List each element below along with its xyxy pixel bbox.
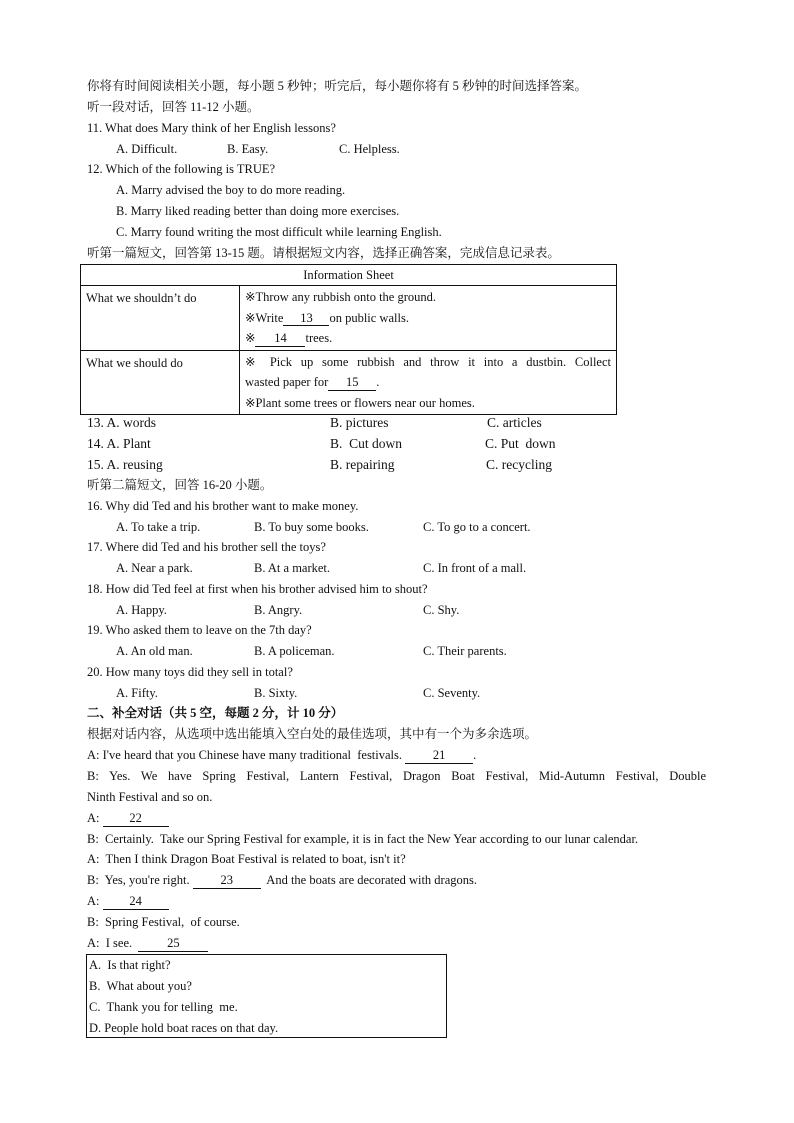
dialogue-line-9: A: I see. 25	[87, 937, 208, 952]
question-20: 20. How many toys did they sell in total?	[87, 665, 293, 679]
q12-option-a: A. Marry advised the boy to do more reading.	[116, 183, 346, 197]
blank-24: 24	[103, 895, 169, 910]
blank-21: 21	[405, 749, 473, 764]
q15-option-c: C. recycling	[486, 457, 552, 472]
information-sheet	[80, 264, 617, 415]
q20-option-a: A. Fifty.	[116, 686, 158, 700]
q19-option-b: B. A policeman.	[254, 644, 335, 658]
listening-instruction: 你将有时间阅读相关小题，每小题 5 秒钟；听完后，每小题你将有 5 秒钟的时间选择答案。	[87, 79, 588, 93]
dialogue-line-2b: Ninth Festival and so on.	[87, 790, 213, 804]
shouldnt-item-2: ※Write 13 on public walls.	[245, 310, 409, 325]
q16-option-a: A. To take a trip.	[116, 520, 201, 534]
info-sheet-title: Information Sheet	[81, 265, 617, 286]
q11-option-c: C. Helpless.	[339, 142, 400, 156]
q18-option-c: C. Shy.	[423, 603, 460, 617]
row-should-content	[240, 350, 617, 415]
q13-option-a: 13. A. words	[87, 415, 157, 430]
dialogue-line-4: B: Certainly. Take our Spring Festival for example, it is in fact the New Year according to our lunar calendar.	[87, 832, 639, 846]
q17-option-c: C. In front of a mall.	[423, 561, 527, 575]
blank-23: 23	[193, 874, 261, 889]
q11-option-a: A. Difficult.	[116, 142, 178, 156]
shouldnt-item-3: ※ 14 trees.	[245, 331, 333, 345]
q17-option-b: B. At a market.	[254, 561, 331, 575]
q19-option-a: A. An old man.	[116, 644, 193, 658]
dialogue-line-2a: B: Yes. We have Spring Festival, Lantern Festival, Dragon Boat Festival, Mid-Autumn Festival, Double	[87, 769, 706, 783]
q20-option-c: C. Seventy.	[423, 686, 481, 700]
dialogue-intro: 听一段对话，回答 11-12 小题。	[87, 100, 260, 114]
row-shouldnt-label: What we shouldn’t do	[81, 286, 240, 351]
choice-d: D. People hold boat races on that day.	[89, 1021, 279, 1035]
row-should-label: What we should do	[81, 350, 240, 415]
q18-option-a: A. Happy.	[116, 603, 167, 617]
shouldnt-item-1: ※Throw any rubbish onto the ground.	[245, 290, 437, 304]
question-11: 11. What does Mary think of her English lessons?	[87, 121, 336, 135]
q16-option-c: C. To go to a concert.	[423, 520, 531, 534]
should-item-1: ※ Pick up some rubbish and throw it into a dustbin. Collect	[245, 354, 611, 369]
q14-option-a: 14. A. Plant	[87, 436, 151, 451]
section2-heading: 二、补全对话（共 5 空，每题 2 分，计 10 分）	[87, 706, 344, 720]
q18-option-b: B. Angry.	[254, 603, 303, 617]
should-item-1-cont: wasted paper for 15 .	[245, 375, 380, 389]
blank-22: 22	[103, 812, 169, 827]
blank-14: 14	[255, 332, 305, 347]
q13-option-c: C. articles	[487, 415, 542, 430]
blank-13: 13	[283, 312, 329, 327]
question-19: 19. Who asked them to leave on the 7th day?	[87, 623, 312, 637]
question-12: 12. Which of the following is TRUE?	[87, 162, 276, 176]
row-shouldnt-content	[240, 286, 617, 351]
passage2-intro: 听第二篇短文，回答 16-20 小题。	[87, 478, 273, 492]
q14-option-b: B. Cut down	[330, 436, 403, 451]
dialogue-line-7: A: 24	[87, 895, 169, 910]
answer-choices-box	[86, 954, 447, 1038]
q12-option-b: B. Marry liked reading better than doing more exercises.	[116, 204, 400, 218]
q17-option-a: A. Near a park.	[116, 561, 193, 575]
section2-instruction: 根据对话内容，从选项中选出能填入空白处的最佳选项，其中有一个为多余选项。	[87, 727, 538, 741]
q16-option-b: B. To buy some books.	[254, 520, 369, 534]
q20-option-b: B. Sixty.	[254, 686, 298, 700]
dialogue-line-1: A: I've heard that you Chinese have many traditional festivals. 21 .	[87, 748, 477, 762]
q11-option-b: B. Easy.	[227, 142, 269, 156]
should-item-2: ※Plant some trees or flowers near our homes.	[245, 395, 475, 410]
question-17: 17. Where did Ted and his brother sell the toys?	[87, 540, 326, 554]
blank-15: 15	[328, 376, 376, 391]
question-18: 18. How did Ted feel at first when his brother advised him to shout?	[87, 582, 428, 596]
q19-option-c: C. Their parents.	[423, 644, 507, 658]
q15-option-b: B. repairing	[330, 457, 395, 472]
blank-25: 25	[138, 937, 208, 952]
choice-c: C. Thank you for telling me.	[89, 1000, 238, 1014]
q12-option-c: C. Marry found writing the most difficult while learning English.	[116, 225, 442, 239]
dialogue-line-3: A: 22	[87, 812, 169, 827]
dialogue-line-5: A: Then I think Dragon Boat Festival is related to boat, isn't it?	[87, 852, 406, 866]
dialogue-line-6: B: Yes, you're right. 23 And the boats are decorated with dragons.	[87, 873, 477, 887]
q14-option-c: C. Put down	[485, 436, 556, 451]
q15-option-a: 15. A. reusing	[87, 457, 163, 472]
passage1-intro: 听第一篇短文，回答第 13-15 题。请根据短文内容，选择正确答案，完成信息记录表。	[87, 246, 560, 260]
choice-b: B. What about you?	[89, 979, 192, 993]
choice-a: A. Is that right?	[89, 958, 171, 972]
question-16: 16. Why did Ted and his brother want to make money.	[87, 499, 359, 513]
q13-option-b: B. pictures	[330, 415, 389, 430]
dialogue-line-8: B: Spring Festival, of course.	[87, 915, 240, 929]
